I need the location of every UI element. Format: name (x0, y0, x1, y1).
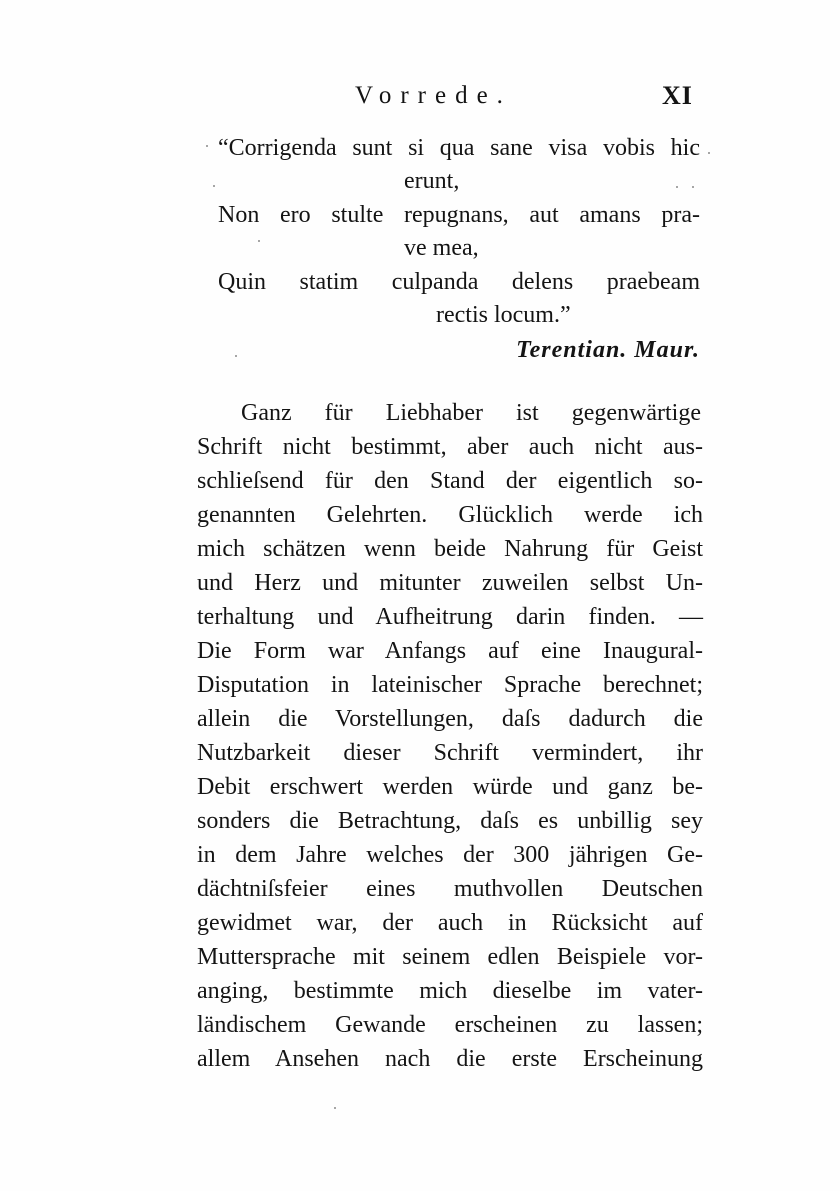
body-line: dächtniſsfeier eines muthvollen Deutschen (197, 876, 703, 902)
body-line: Disputation in lateinischer Sprache berechnet; (197, 672, 703, 698)
body-line: Die Form war Anfangs auf eine Inaugural- (197, 638, 703, 664)
epigraph-line: ve mea, (404, 235, 479, 261)
body-line: Muttersprache mit seinem edlen Beispiele vor- (197, 944, 703, 970)
body-line: mich schätzen wenn beide Nahrung für Geist (197, 536, 703, 562)
page-header (0, 78, 840, 114)
epigraph-attribution: Terentian. Maur. (516, 337, 700, 363)
scan-speck (334, 1107, 336, 1109)
epigraph-line: erunt, (404, 168, 460, 194)
body-line: in dem Jahre welches der 300 jährigen Ge- (197, 842, 703, 868)
scan-speck (213, 185, 215, 187)
scan-speck (676, 186, 678, 188)
body-line: und Herz und mitunter zuweilen selbst Un- (197, 570, 703, 596)
scan-speck (206, 145, 208, 147)
body-line: allein die Vorstellungen, daſs dadurch die (197, 706, 703, 732)
body-line: Debit erschwert werden würde und ganz be- (197, 774, 703, 800)
epigraph-line: “Corrigenda sunt si qua sane visa vobis hic (218, 135, 700, 161)
scan-speck (235, 355, 237, 357)
page-number: XI (662, 81, 693, 110)
body-line: terhaltung und Aufheitrung darin finden. — (197, 604, 703, 630)
scan-speck (708, 152, 710, 154)
scan-speck (258, 240, 260, 242)
body-line: Nutzbarkeit dieser Schrift vermindert, ihr (197, 740, 703, 766)
epigraph-line: rectis locum.” (436, 302, 571, 328)
epigraph-line: Non ero stulte repugnans, aut amans pra‐ (218, 202, 700, 228)
body-line: anging, bestimmte mich dieselbe im vater- (197, 978, 703, 1004)
body-line: Schrift nicht bestimmt, aber auch nicht aus- (197, 434, 703, 460)
body-line: schlieſsend für den Stand der eigentlich so- (197, 468, 703, 494)
body-line: allem Ansehen nach die erste Erscheinung (197, 1046, 703, 1072)
body-line: genannten Gelehrten. Glücklich werde ich (197, 502, 703, 528)
body-line: gewidmet war, der auch in Rücksicht auf (197, 910, 703, 936)
body-line: sonders die Betrachtung, daſs es unbillig sey (197, 808, 703, 834)
body-line: Ganz für Liebhaber ist gegenwärtige (241, 400, 701, 426)
body-line: ländischem Gewande erscheinen zu lassen; (197, 1012, 703, 1038)
epigraph-line: Quin statim culpanda delens praebeam (218, 269, 700, 295)
scan-speck (692, 186, 694, 188)
running-title: Vorrede. (355, 82, 512, 109)
